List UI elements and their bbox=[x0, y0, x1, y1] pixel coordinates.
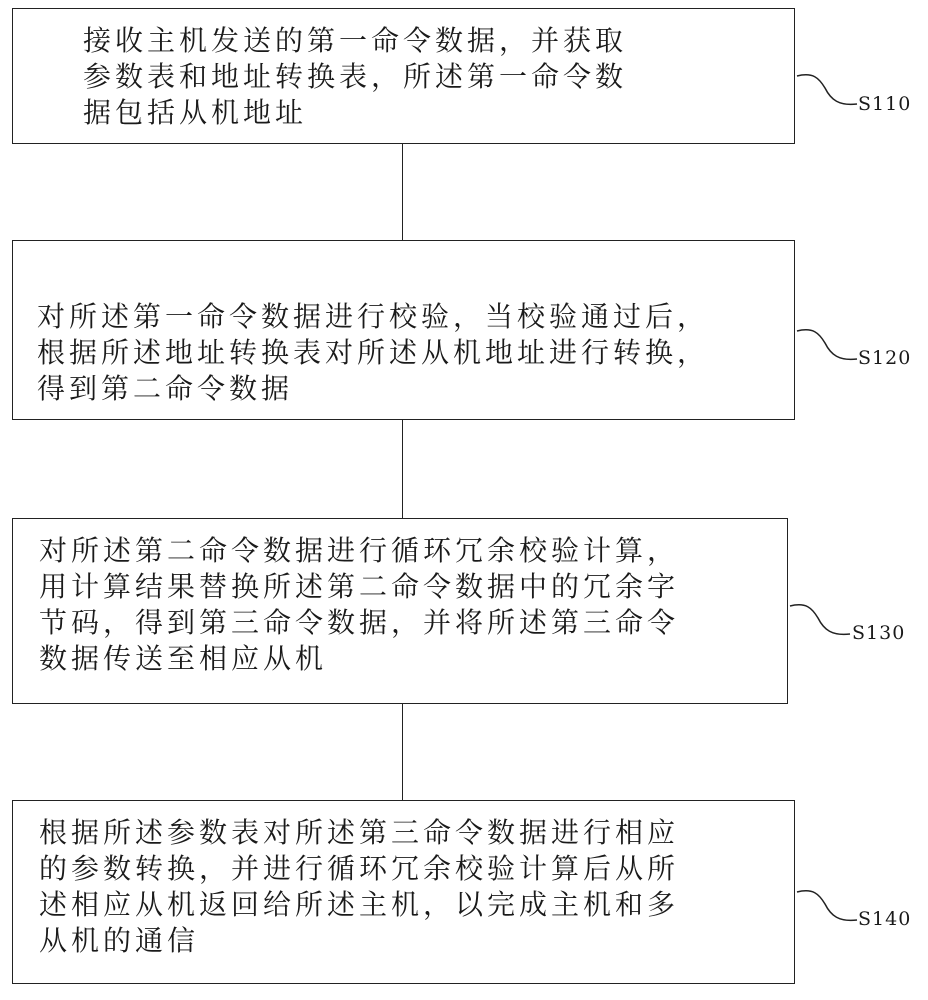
step-text-s140: 根据所述参数表对所述第三命令数据进行相应 的参数转换，并进行循环冗余校验计算后从所 述相应从机返回给所述主机，以完成主机和多 从机的通信 bbox=[39, 816, 680, 957]
leader-line-s110 bbox=[795, 70, 865, 110]
leader-line-s120 bbox=[795, 325, 865, 365]
connector-2 bbox=[402, 420, 403, 518]
step-box-s120 bbox=[12, 240, 795, 420]
step-label-s140: S140 bbox=[858, 908, 912, 930]
leader-line-s130 bbox=[788, 600, 858, 640]
connector-1 bbox=[402, 144, 403, 240]
connector-3 bbox=[402, 704, 403, 800]
step-box-s130 bbox=[12, 518, 788, 704]
leader-line-s140 bbox=[795, 886, 865, 926]
step-box-s140 bbox=[12, 800, 795, 984]
step-label-s120: S120 bbox=[858, 347, 912, 369]
step-text-s120: 对所述第一命令数据进行校验，当校验通过后， 根据所述地址转换表对所述从机地址进行转换， 得到第二命令数据 bbox=[37, 300, 710, 405]
step-box-s110 bbox=[12, 8, 795, 144]
step-label-s130: S130 bbox=[852, 622, 906, 644]
step-text-s110: 接收主机发送的第一命令数据，并获取 参数表和地址转换表，所述第一命令数 据包括从机地址 bbox=[83, 24, 628, 129]
step-text-s130: 对所述第二命令数据进行循环冗余校验计算， 用计算结果替换所述第二命令数据中的冗余字 节码，得到第三命令数据，并将所述第三命令 数据传送至相应从机 bbox=[39, 534, 680, 675]
step-label-s110: S110 bbox=[858, 93, 912, 115]
